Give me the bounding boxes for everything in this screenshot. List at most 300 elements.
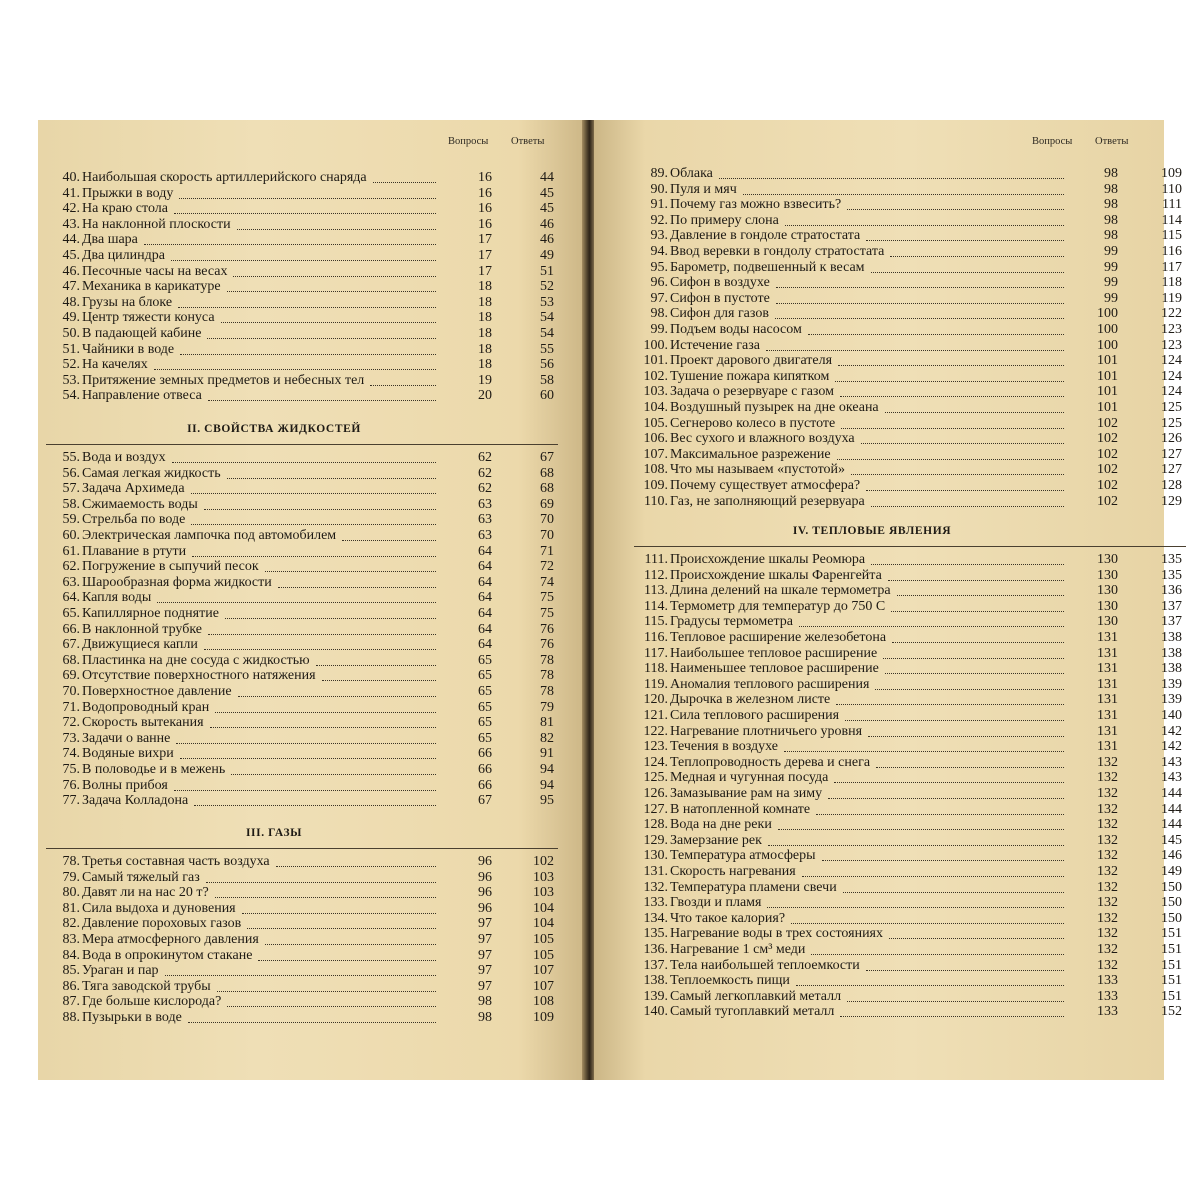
- question-page: 97: [478, 978, 492, 994]
- entry-number: 67.: [62, 637, 80, 653]
- toc-entry: [44, 373, 558, 389]
- answer-page: 103: [533, 869, 554, 885]
- toc-entry: [44, 606, 558, 622]
- entry-number: 124.: [643, 754, 668, 770]
- question-page: 18: [478, 326, 492, 341]
- question-page: 132: [1097, 957, 1118, 973]
- answer-page: 125: [1161, 400, 1182, 415]
- entry-title: Плавание в ртути: [82, 543, 187, 559]
- dot-leader: [180, 354, 436, 355]
- dot-leader: [834, 782, 1064, 783]
- answer-page: 79: [540, 699, 554, 715]
- answer-page: 49: [540, 248, 554, 263]
- section-heading: II. СВОЙСТВА ЖИДКОСТЕЙ: [187, 423, 361, 435]
- entry-title: Подъем воды насосом: [670, 322, 802, 337]
- answer-page: 104: [533, 900, 554, 916]
- dot-leader: [767, 907, 1064, 908]
- entry-title: Сифон в воздухе: [670, 275, 770, 291]
- answer-page: 124: [1161, 368, 1182, 384]
- entry-title: Проект дарового двигателя: [670, 353, 833, 369]
- entry-title: На наклонной плоскости: [82, 216, 231, 232]
- entry-title: Вес сухого и влажного воздуха: [670, 431, 855, 447]
- dot-leader: [227, 291, 436, 292]
- entry-number: 74.: [62, 746, 80, 762]
- entry-title: Сжимаемость воды: [82, 496, 198, 512]
- entry-title: Градусы термометра: [670, 614, 793, 630]
- toc-entry: [44, 715, 558, 731]
- question-page: 132: [1097, 910, 1118, 926]
- answer-page: 94: [540, 762, 554, 777]
- toc-entry: [44, 232, 558, 248]
- dot-leader: [157, 602, 436, 603]
- dot-leader: [785, 225, 1064, 226]
- entry-number: 103.: [643, 384, 668, 400]
- toc-entry: [632, 431, 1186, 447]
- dot-leader: [784, 751, 1064, 752]
- entry-number: 43.: [62, 216, 80, 232]
- dot-leader: [811, 954, 1064, 955]
- dot-leader: [866, 970, 1064, 971]
- question-page: 64: [478, 637, 492, 653]
- answer-page: 137: [1161, 598, 1182, 614]
- entry-title: Направление отвеса: [82, 388, 202, 404]
- question-page: 102: [1097, 493, 1118, 509]
- entry-number: 61.: [62, 543, 80, 559]
- question-page: 17: [478, 263, 492, 279]
- dot-leader: [845, 720, 1064, 721]
- entry-title: Чайники в воде: [82, 341, 175, 357]
- toc-entry: [632, 989, 1186, 1005]
- answer-page: 109: [1161, 166, 1182, 181]
- toc-entry: [44, 762, 558, 778]
- entry-title: Третья составная часть воздуха: [82, 854, 270, 869]
- dot-leader: [719, 178, 1064, 179]
- answer-page: 91: [540, 746, 554, 762]
- entry-number: 119.: [644, 676, 668, 692]
- toc-entry: [44, 544, 558, 560]
- entry-title: Дырочка в железном листе: [670, 692, 831, 708]
- toc-entry: [632, 275, 1186, 291]
- answer-page: 138: [1161, 630, 1182, 645]
- entry-title: Сила теплового расширения: [670, 708, 840, 723]
- toc-entry: [632, 1004, 1186, 1020]
- entry-title: Два шара: [82, 232, 138, 248]
- dot-leader: [242, 913, 436, 914]
- toc-entry: [632, 182, 1186, 198]
- entry-title: Медная и чугунная посуда: [670, 770, 829, 786]
- dot-leader: [144, 244, 436, 245]
- question-page: 101: [1097, 368, 1118, 384]
- answer-page: 123: [1161, 337, 1182, 353]
- entry-number: 97.: [650, 290, 668, 306]
- dot-leader: [191, 524, 436, 525]
- entry-number: 55.: [62, 450, 80, 465]
- answer-page: 127: [1161, 462, 1182, 478]
- entry-title: Длина делений на шкале термометра: [670, 583, 891, 599]
- answer-page: 117: [1161, 259, 1182, 275]
- answer-page: 145: [1161, 832, 1182, 848]
- answer-page: 107: [533, 978, 554, 994]
- dot-leader: [837, 459, 1064, 460]
- entry-number: 89.: [650, 166, 668, 181]
- entry-number: 51.: [62, 341, 80, 357]
- question-page: 66: [478, 762, 492, 777]
- answer-page: 125: [1161, 415, 1182, 431]
- question-page: 65: [478, 699, 492, 715]
- dot-leader: [847, 1001, 1064, 1002]
- dot-leader: [836, 704, 1064, 705]
- toc-entry: [44, 885, 558, 901]
- question-page: 62: [478, 450, 492, 465]
- answer-page: 55: [540, 341, 554, 357]
- entry-number: 84.: [62, 947, 80, 963]
- entry-title: Сила выдоха и дуновения: [82, 900, 236, 916]
- answer-page: 45: [540, 201, 554, 217]
- entry-title: Центр тяжести конуса: [82, 310, 215, 326]
- entry-number: 81.: [62, 900, 80, 916]
- dot-leader: [172, 462, 436, 463]
- dot-leader: [227, 1006, 436, 1007]
- entry-number: 131.: [643, 864, 668, 879]
- dot-leader: [278, 587, 436, 588]
- answers-column-header: Ответы: [1095, 136, 1129, 147]
- entry-number: 112.: [644, 567, 668, 583]
- question-page: 66: [478, 777, 492, 793]
- dot-leader: [238, 696, 436, 697]
- answer-page: 151: [1161, 926, 1182, 942]
- question-page: 64: [478, 606, 492, 621]
- answer-page: 45: [540, 185, 554, 201]
- toc-entry: [44, 481, 558, 497]
- toc-entry: [632, 926, 1186, 942]
- entry-title: Тепловое расширение железобетона: [670, 630, 887, 645]
- answer-page: 146: [1161, 848, 1182, 864]
- toc-entry: [632, 630, 1186, 646]
- entry-number: 87.: [62, 994, 80, 1010]
- dot-leader: [822, 860, 1064, 861]
- entry-title: Тяга заводской трубы: [82, 978, 211, 994]
- answer-page: 70: [540, 528, 554, 543]
- entry-number: 96.: [650, 275, 668, 291]
- answer-page: 144: [1161, 817, 1182, 833]
- question-page: 131: [1097, 692, 1118, 708]
- entry-title: Где больше кислорода?: [82, 994, 222, 1010]
- dot-leader: [231, 774, 436, 775]
- dot-leader: [206, 882, 436, 883]
- entry-title: Наибольшая скорость артиллерийского снаряда: [82, 170, 367, 185]
- toc-entry: [632, 833, 1186, 849]
- dot-leader: [174, 790, 436, 791]
- toc-entry: [44, 979, 558, 995]
- dot-leader: [316, 665, 436, 666]
- question-page: 131: [1097, 723, 1118, 739]
- toc-entry: [632, 291, 1186, 307]
- question-page: 98: [1104, 228, 1118, 244]
- right-page: [594, 120, 1182, 1080]
- answer-page: 103: [533, 885, 554, 901]
- entry-number: 122.: [643, 723, 668, 739]
- answer-page: 52: [540, 279, 554, 295]
- answer-page: 136: [1161, 583, 1182, 599]
- answer-page: 72: [540, 559, 554, 575]
- dot-leader: [889, 938, 1064, 939]
- entry-number: 76.: [62, 777, 80, 793]
- toc-entry: [632, 166, 1186, 182]
- question-page: 132: [1097, 879, 1118, 895]
- entry-number: 115.: [644, 614, 668, 630]
- question-page: 100: [1097, 306, 1118, 322]
- entry-number: 59.: [62, 512, 80, 528]
- entry-title: Самый тяжелый газ: [82, 869, 200, 885]
- toc-entry: [632, 708, 1186, 724]
- question-page: 102: [1097, 462, 1118, 478]
- toc-entry: [632, 260, 1186, 276]
- answer-page: 105: [533, 932, 554, 947]
- entry-number: 50.: [62, 326, 80, 341]
- answer-page: 150: [1161, 910, 1182, 926]
- entry-number: 129.: [643, 832, 668, 848]
- answer-page: 78: [540, 668, 554, 684]
- answer-page: 152: [1161, 1004, 1182, 1020]
- toc-entry: [632, 646, 1186, 662]
- question-page: 98: [478, 994, 492, 1010]
- toc-entry: [632, 244, 1186, 260]
- dot-leader: [888, 580, 1064, 581]
- dot-leader: [233, 276, 436, 277]
- toc-entry: [632, 786, 1186, 802]
- entry-number: 69.: [62, 668, 80, 684]
- dot-leader: [766, 350, 1064, 351]
- toc-entry: [44, 450, 558, 466]
- entry-number: 52.: [62, 357, 80, 373]
- section-heading: III. ГАЗЫ: [245, 827, 303, 839]
- entry-number: 108.: [643, 462, 668, 478]
- toc-entry: [44, 466, 558, 482]
- entry-title: Почему существует атмосфера?: [670, 478, 861, 493]
- entry-number: 80.: [62, 885, 80, 901]
- entry-number: 117.: [644, 645, 668, 661]
- entry-title: Тушение пожара кипятком: [670, 368, 830, 384]
- answer-page: 143: [1161, 770, 1182, 786]
- dot-leader: [808, 334, 1064, 335]
- dot-leader: [871, 506, 1064, 507]
- question-page: 132: [1097, 864, 1118, 879]
- answer-page: 94: [540, 777, 554, 793]
- toc-entry: [632, 724, 1186, 740]
- toc-entry: [632, 583, 1186, 599]
- dot-leader: [828, 798, 1064, 799]
- answer-page: 108: [533, 994, 554, 1010]
- entry-number: 66.: [62, 621, 80, 637]
- dot-leader: [154, 369, 436, 370]
- dot-leader: [194, 805, 436, 806]
- dot-leader: [188, 1022, 436, 1023]
- answer-page: 67: [540, 450, 554, 465]
- entry-number: 93.: [650, 228, 668, 244]
- question-page: 65: [478, 684, 492, 699]
- entry-number: 127.: [643, 801, 668, 817]
- answer-page: 56: [540, 357, 554, 373]
- question-page: 65: [478, 668, 492, 684]
- dot-leader: [835, 381, 1064, 382]
- entry-number: 123.: [643, 739, 668, 755]
- answer-page: 110: [1161, 181, 1182, 197]
- entry-number: 42.: [62, 201, 80, 217]
- entry-number: 45.: [62, 248, 80, 263]
- toc-entry: [632, 478, 1186, 494]
- answer-page: 102: [533, 854, 554, 869]
- entry-number: 102.: [643, 368, 668, 384]
- entry-number: 58.: [62, 496, 80, 512]
- question-page: 130: [1097, 583, 1118, 599]
- dot-leader: [227, 478, 436, 479]
- question-page: 98: [1104, 166, 1118, 181]
- dot-leader: [768, 845, 1064, 846]
- entry-title: Тела наибольшей теплоемкости: [670, 957, 860, 973]
- answer-page: 135: [1161, 567, 1182, 583]
- entry-title: Что мы называем «пустотой»: [670, 462, 846, 478]
- toc-entry: [44, 994, 558, 1010]
- entry-number: 100.: [643, 337, 668, 353]
- section-rule: [46, 848, 558, 849]
- entry-number: 107.: [643, 446, 668, 462]
- toc-entry: [44, 279, 558, 295]
- entry-number: 120.: [643, 692, 668, 708]
- question-page: 20: [478, 388, 492, 404]
- entry-title: Температура атмосферы: [670, 848, 816, 864]
- entry-number: 68.: [62, 652, 80, 668]
- dot-leader: [840, 396, 1064, 397]
- answer-page: 126: [1161, 431, 1182, 447]
- entry-number: 73.: [62, 730, 80, 746]
- toc-entry: [44, 778, 558, 794]
- answer-page: 128: [1161, 478, 1182, 493]
- book-spread: [38, 120, 1182, 1080]
- entry-title: Температура пламени свечи: [670, 879, 837, 895]
- answer-page: 151: [1161, 942, 1182, 957]
- entry-title: Задача Колладона: [82, 793, 189, 809]
- toc-entry: [44, 217, 558, 233]
- answer-page: 115: [1161, 228, 1182, 244]
- answer-page: 76: [540, 621, 554, 637]
- question-page: 132: [1097, 942, 1118, 957]
- entry-number: 138.: [643, 973, 668, 989]
- answers-column-header: Ответы: [511, 136, 545, 147]
- entry-title: Сифон в пустоте: [670, 290, 770, 306]
- answer-page: 149: [1161, 864, 1182, 879]
- entry-title: Что такое калория?: [670, 910, 786, 926]
- question-page: 101: [1097, 353, 1118, 369]
- entry-title: Давление пороховых газов: [82, 916, 242, 932]
- question-page: 18: [478, 310, 492, 326]
- toc-entry: [44, 559, 558, 575]
- entry-number: 56.: [62, 465, 80, 481]
- toc-entry: [632, 661, 1186, 677]
- answer-page: 129: [1161, 493, 1182, 509]
- question-page: 131: [1097, 676, 1118, 692]
- question-page: 100: [1097, 337, 1118, 353]
- questions-column-header: Вопросы: [1032, 136, 1073, 147]
- section-rule: [46, 444, 558, 445]
- entry-number: 88.: [62, 1010, 80, 1025]
- entry-number: 135.: [643, 926, 668, 942]
- answer-page: 142: [1161, 723, 1182, 739]
- toc-entry: [632, 197, 1186, 213]
- toc-entry: [632, 494, 1186, 510]
- answer-page: 144: [1161, 801, 1182, 817]
- entry-number: 111.: [644, 552, 668, 567]
- question-page: 19: [478, 372, 492, 388]
- toc-entry: [44, 684, 558, 700]
- toc-entry: [632, 864, 1186, 880]
- question-page: 16: [478, 216, 492, 232]
- toc-entry: [44, 668, 558, 684]
- answer-page: 138: [1161, 661, 1182, 677]
- entry-title: Два цилиндра: [82, 248, 165, 263]
- entry-title: В половодье и в межень: [82, 762, 226, 777]
- question-page: 132: [1097, 801, 1118, 817]
- left-page: [38, 120, 584, 1080]
- answer-page: 71: [540, 543, 554, 559]
- question-page: 63: [478, 528, 492, 543]
- dot-leader: [885, 673, 1064, 674]
- entry-number: 92.: [650, 212, 668, 228]
- toc-entry: [44, 870, 558, 886]
- question-page: 100: [1097, 322, 1118, 337]
- entry-number: 137.: [643, 957, 668, 973]
- dot-leader: [176, 743, 436, 744]
- answer-page: 68: [540, 465, 554, 481]
- answer-page: 104: [533, 916, 554, 932]
- dot-leader: [265, 944, 436, 945]
- toc-entry: [632, 384, 1186, 400]
- entry-title: Максимальное разрежение: [670, 446, 831, 462]
- answer-page: 68: [540, 481, 554, 497]
- answer-page: 150: [1161, 895, 1182, 911]
- entry-number: 109.: [643, 478, 668, 493]
- question-page: 101: [1097, 400, 1118, 415]
- dot-leader: [885, 412, 1064, 413]
- toc-entry: [632, 802, 1186, 818]
- entry-title: Стрельба по воде: [82, 512, 186, 528]
- entry-title: Вода в опрокинутом стакане: [82, 947, 253, 963]
- entry-title: Барометр, подвешенный к весам: [670, 259, 865, 275]
- entry-title: Истечение газа: [670, 337, 760, 353]
- dot-leader: [180, 758, 436, 759]
- entry-title: Давление в гондоле стратостата: [670, 228, 861, 244]
- toc-entry: [44, 932, 558, 948]
- dot-leader: [165, 975, 436, 976]
- question-page: 98: [1104, 212, 1118, 228]
- question-page: 132: [1097, 786, 1118, 801]
- question-page: 131: [1097, 645, 1118, 661]
- entry-number: 105.: [643, 415, 668, 431]
- answer-page: 75: [540, 590, 554, 606]
- dot-leader: [210, 727, 436, 728]
- entry-title: В натопленной комнате: [670, 801, 811, 817]
- question-page: 133: [1097, 988, 1118, 1004]
- entry-number: 85.: [62, 963, 80, 979]
- toc-entry: [44, 916, 558, 932]
- answer-page: 46: [540, 216, 554, 232]
- question-page: 62: [478, 481, 492, 497]
- answer-page: 150: [1161, 879, 1182, 895]
- entry-number: 121.: [643, 708, 668, 723]
- question-page: 18: [478, 279, 492, 295]
- dot-leader: [342, 540, 436, 541]
- toc-entry: [632, 369, 1186, 385]
- question-page: 65: [478, 730, 492, 746]
